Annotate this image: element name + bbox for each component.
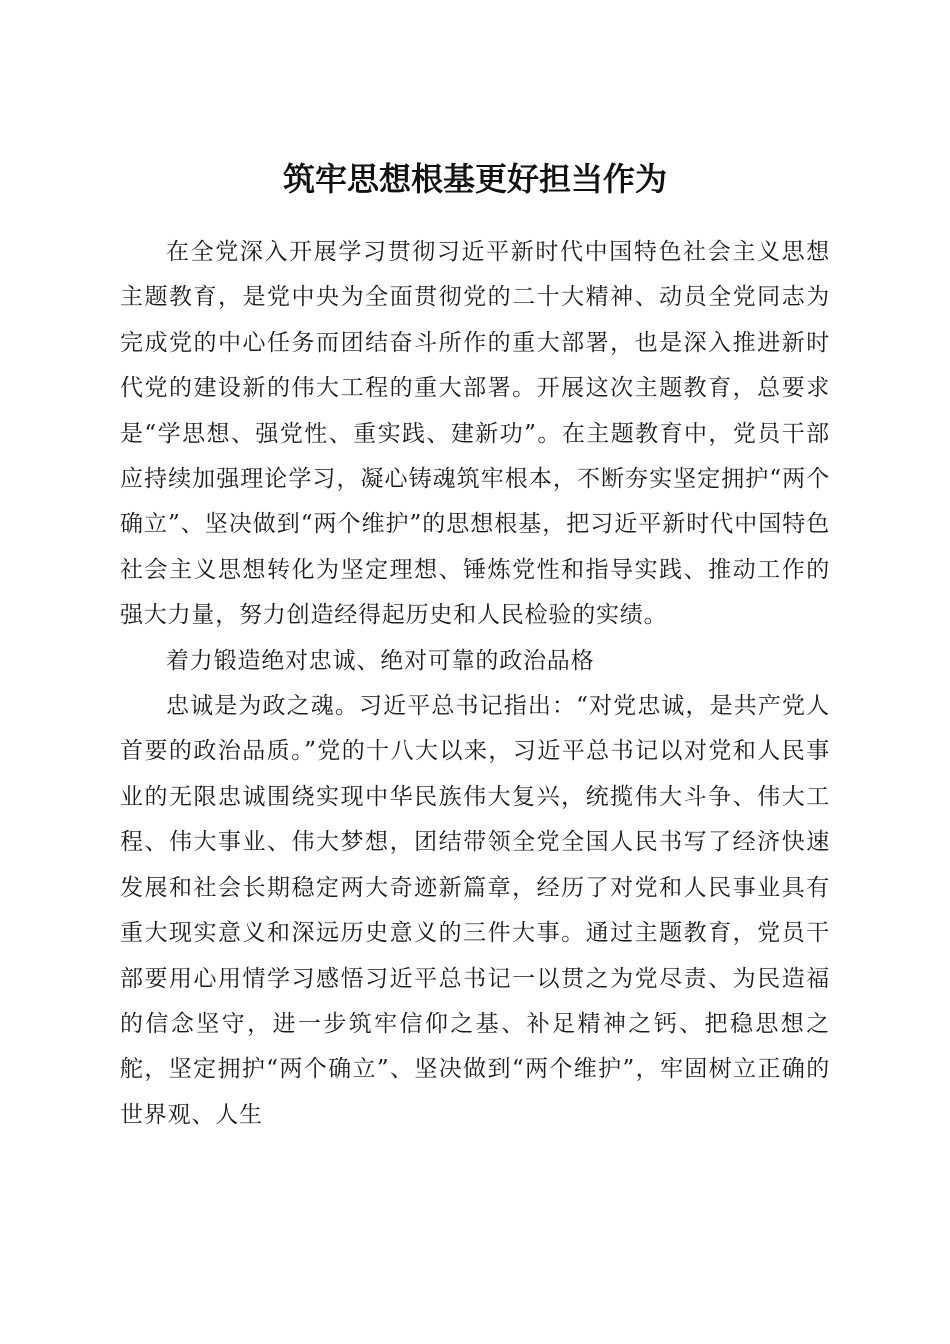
section-heading: 着力锻造绝对忠诚、绝对可靠的政治品格 <box>166 647 595 674</box>
paragraph-intro: 在全党深入开展学习贯彻习近平新时代中国特色社会主义思想主题教育，是党中央为全面贯彻党的二十大精神、动员全党同志为完成党的中心任务而团结奋斗所作的重大部署，也是深入推进新时代党的建设新的伟大工程的重大部署。开展这次主题教育，总要求是“学思想、强党性、重实践、建新功”。在主题教育中，党员干部应持续加强理论学习，凝心铸魂筑牢根本，不断夯实坚定拥护“两个确立”、坚决做到“两个维护”的思想根基，把习近平新时代中国特色社会主义思想转化为坚定理想、锤炼党性和指导实践、推动工作的强大力量，努力创造经得起历史和人民检验的实绩。 <box>120 239 830 629</box>
document-title: 筑牢思想根基更好担当作为 <box>282 160 667 199</box>
document-body <box>120 230 830 1138</box>
paragraph-loyalty: 忠诚是为政之魂。习近平总书记指出：“对党忠诚，是共产党人首要的政治品质。”党的十八大以来，习近平总书记以对党和人民事业的无限忠诚围绕实现中华民族伟大复兴，统揽伟大斗争、伟大工程、伟大事业、伟大梦想，团结带领全党全国人民书写了经济快速发展和社会长期稳定两大奇迹新篇章，经历了对党和人民事业具有重大现实意义和深远历史意义的三件大事。通过主题教育，党员干部要用心用情学习感悟习近平总书记一以贯之为党尽责、为民造福的信念坚守，进一步筑牢信仰之基、补足精神之钙、把稳思想之舵，坚定拥护“两个确立”、坚决做到“两个维护”，牢固树立正确的世界观、人生 <box>120 693 830 1128</box>
